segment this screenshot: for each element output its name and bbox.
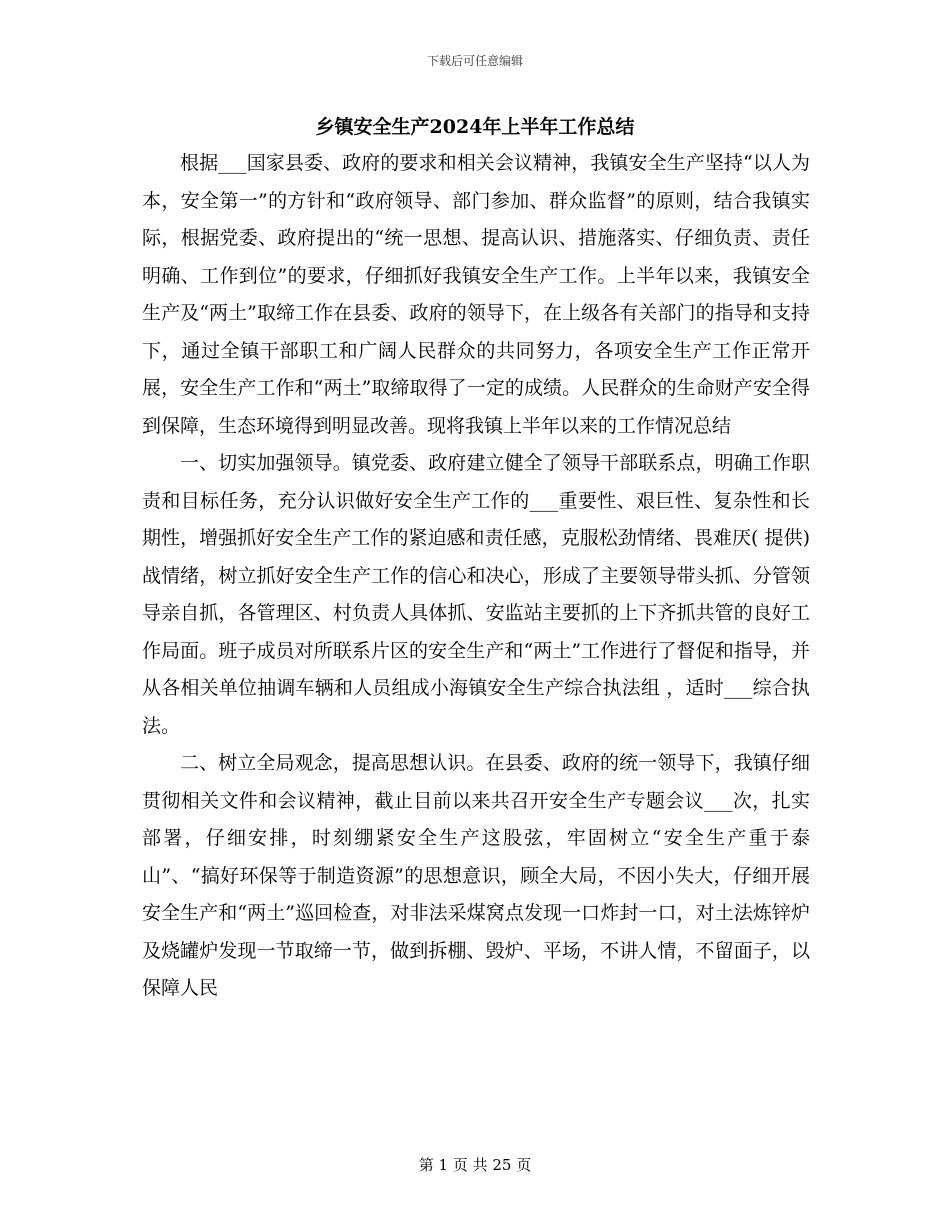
page-header-note: 下载后可任意编辑 xyxy=(426,54,523,68)
paragraph-section-2: 二、树立全局观念，提高思想认识。在县委、政府的统一领导下，我镇仔细贯彻相关文件和会议精神，截止目前以来共召开安全生产专题会议___次，扎实部署，仔细安排，时刻绷紧安全生产这股弦，牢固树立“安全生产重于泰山”、“搞好环保等于制造资源”的思想意识，顾全大局，不因小失大，仔细开展安全生产和“两土”巡回检查，对非法采煤窝点发现一口炸封一口，对土法炼锌炉及烧罐炉发现一节取缔一节，做到拆棚、毁炉、平场，不讲人情，不留面子，以保障人民 xyxy=(142,752,810,999)
paragraph-section-1: 一、切实加强领导。镇党委、政府建立健全了领导干部联系点，明确工作职责和目标任务，充分认识做好安全生产工作的___重要性、艰巨性、复杂性和长期性，增强抓好安全生产工作的紧迫感和责任感，克服松劲情绪、畏难厌( 提供)战情绪，树立抓好安全生产工作的信心和决心，形成了主要领导带头抓、分管领导亲自抓，各管理区、村负责人具体抓、安监站主要抓的上下齐抓共管的良好工作局面。班子成员对所联系片区的安全生产和“两土”工作进行了督促和指导，并从各相关单位抽调车辆和人员组成小海镇安全生产综合执法组 ，适时___综合执法。 xyxy=(142,452,810,737)
document-title: 乡镇安全生产2024年上半年工作总结 xyxy=(315,116,635,138)
paragraph-intro: 根据___国家县委、政府的要求和相关会议精神，我镇安全生产坚持“以人为本，安全第一”的方针和“政府领导、部门参加、群众监督”的原则，结合我镇实际，根据党委、政府提出的“统一思想、提高认识、措施落实、仔细负责、责任明确、工作到位”的要求，仔细抓好我镇安全生产工作。上半年以来，我镇安全生产及“两土”取缔工作在县委、政府的领导下，在上级各有关部门的指导和支持下，通过全镇干部职工和广阔人民群众的共同努力，各项安全生产工作正常开展，安全生产工作和“两土”取缔取得了一定的成绩。人民群众的生命财产安全得到保障，生态环境得到明显改善。现将我镇上半年以来的工作情况总结 xyxy=(142,152,810,437)
document-body xyxy=(142,145,810,1008)
page-number: 第 1 页 共 25 页 xyxy=(418,1156,532,1174)
